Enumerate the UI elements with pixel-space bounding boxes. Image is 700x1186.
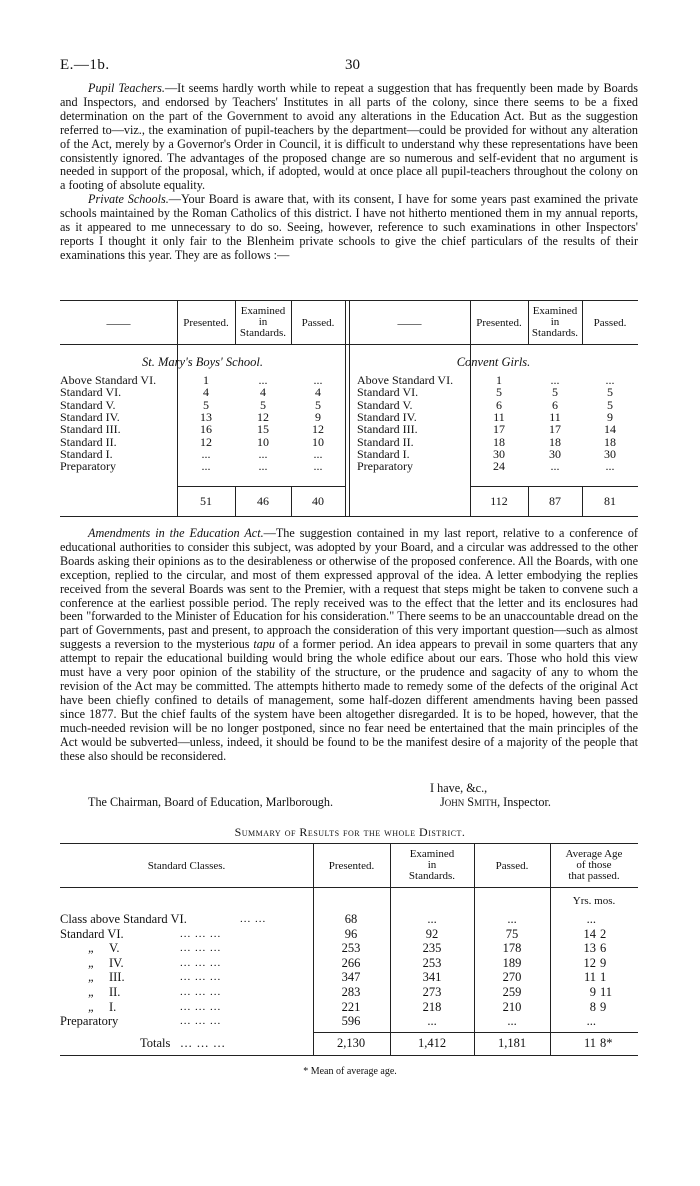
summary-row-passed: 259: [502, 985, 522, 999]
summary-row-label: [88, 971, 125, 983]
summary-row-examined: 235: [422, 941, 442, 956]
st-marys-total-presented: 51: [200, 494, 212, 508]
st-marys-row-presented: 16: [200, 422, 212, 437]
convent-row-passed: 5: [607, 397, 613, 412]
summary-row-label: [60, 913, 187, 925]
amendments-section: [60, 527, 638, 763]
examined-header-line: Examined: [532, 305, 578, 317]
page-number: 30: [345, 57, 360, 73]
rule: [235, 486, 236, 516]
total-examined: 1,412: [417, 1036, 447, 1050]
rule: [177, 486, 345, 487]
examined-header: [235, 306, 291, 339]
summary-row-label: [88, 942, 120, 954]
convent-row-passed: 5: [607, 385, 613, 400]
rule: [60, 887, 638, 888]
intro-section: [60, 82, 638, 263]
examined-header-line: Examined: [240, 305, 286, 317]
convent-row-label: Above Standard VI.: [357, 373, 454, 387]
summary-row-age-years: ...: [586, 912, 596, 926]
convent-row-passed: ...: [605, 373, 615, 387]
summary-row-label-text: Preparatory: [60, 1014, 119, 1029]
st-marys-row-examined: ...: [258, 459, 268, 474]
examined-header: [528, 306, 582, 339]
convent-row-label: Standard IV.: [357, 409, 417, 424]
convent-row-label: Preparatory: [357, 459, 413, 474]
summary-row-age-years: 9: [589, 985, 596, 999]
st-marys-row-passed: 4: [315, 385, 321, 400]
st-marys-row-passed: 12: [312, 422, 324, 437]
summary-row-age-years: 12: [583, 955, 596, 970]
summary-row-age-years: 14: [583, 926, 596, 941]
convent-row-label: Standard I.: [357, 446, 410, 461]
ditto-mark: „: [88, 970, 95, 985]
summary-row-age-years: ...: [586, 1014, 596, 1029]
rule: [582, 486, 583, 516]
rule: [177, 300, 178, 516]
convent-total-presented: 112: [490, 494, 508, 508]
st-marys-row-label: Standard III.: [60, 422, 121, 437]
examined-header-line: in: [427, 859, 437, 871]
leader-dots: ... ... ...: [180, 1000, 222, 1013]
convent-row-presented: 18: [493, 434, 505, 449]
convent-row-presented: 11: [493, 409, 505, 424]
age-header-line: Average Age: [565, 848, 623, 860]
st-marys-row-presented: 4: [203, 385, 209, 400]
summary-row-label-text: Class above Standard VI.: [60, 912, 187, 926]
convent-row-examined: 11: [549, 409, 561, 424]
examined-header-line: Examined: [409, 848, 455, 860]
age-units: Yrs. mos.: [572, 895, 616, 907]
summary-row-label-text: V.: [108, 941, 120, 956]
summary-row-passed: 75: [505, 926, 519, 941]
leader-dots: ... ... ...: [180, 986, 222, 998]
leader-dots: ... ...: [240, 913, 267, 925]
summary-row-passed: 178: [502, 941, 522, 956]
st-marys-row-label: Preparatory: [60, 459, 116, 474]
footnote: * Mean of average age.: [303, 1066, 397, 1077]
convent-row-presented: 1: [496, 373, 502, 387]
summary-row-presented: 596: [341, 1014, 361, 1029]
summary-row-label-text: Standard VI.: [60, 926, 124, 941]
presented-header: Presented.: [476, 317, 522, 329]
leader-dots: ... ... ...: [180, 927, 222, 940]
summary-row-age-months: 1: [600, 970, 607, 985]
rule: [528, 486, 529, 516]
convent-total-passed: 81: [604, 494, 616, 508]
pupil-teachers-heading: Pupil Teachers.: [88, 81, 165, 95]
st-marys-row-presented: 1: [203, 373, 209, 387]
summary-row-age-years: 8: [589, 999, 596, 1014]
leader-dots: ... ... ...: [180, 1015, 222, 1028]
private-schools-text: —Your Board is aware that, with its consent, I have for some years past examined the private schools maintained by the Roman Catholics of this district. I have not hitherto mentioned them in my annual reports, as it appeared to me unnecessary to do so. Seeing, however, reference to such examinations in other Inspectors' reports I thought it only fair to the Blenheim private schools to give the chief particulars of the results of their examinations this year. They are as follows :—: [60, 192, 638, 262]
st-marys-row-label: Standard IV.: [60, 409, 120, 424]
presented-header: Presented.: [183, 317, 229, 329]
summary-title: Summary of Results for the whole District.: [234, 825, 466, 839]
convent-row-examined: 30: [549, 446, 561, 461]
convent-row-examined: 18: [549, 434, 561, 449]
convent-total-examined: 87: [549, 494, 561, 508]
summary-row-label: [60, 928, 124, 940]
convent-row-label: Standard V.: [357, 397, 413, 412]
summary-row-examined: 253: [422, 955, 442, 970]
totals-label: [140, 1037, 226, 1049]
st-marys-row-label: Standard II.: [60, 434, 117, 449]
passed-header: Passed.: [495, 860, 529, 872]
st-marys-row-presented: 5: [203, 397, 209, 412]
convent-row-presented: 17: [493, 422, 505, 437]
total-age-years: 11: [583, 1036, 596, 1050]
rule: [60, 516, 638, 517]
signature: [440, 795, 551, 810]
pupil-teachers-text: —It seems hardly worth while to repeat a suggestion that has frequently been made by Boards and Inspectors, and endorsed by Teachers' Institutes in all parts of the colony, since there seems to be a fixed determination on the part of the Government to avoid any alterations in the Education Act. But as the suggestion referred to—viz., the examination of pupil-teachers by the department—could be provided for without any alteration of the Act, merely by a Governor's Order in Council, it is difficult to understand why these representations have been consistently ignored. The advantages of the proposed change are so numerous and self-evident that no argument is needed in support of the proposal, which, if adopted, would at once place all pupil-teachers throughout the colony on a footing of absolute equality.: [60, 81, 638, 193]
st-marys-row-label: Above Standard VI.: [60, 373, 157, 387]
summary-row-label-text: II.: [108, 985, 121, 999]
summary-row-label-text: III.: [108, 970, 125, 985]
convent-row-passed: 18: [604, 434, 616, 449]
summary-row-presented: 68: [344, 912, 358, 926]
convent-row-label: Standard VI.: [357, 385, 419, 400]
school-name-convent: Convent Girls.: [456, 355, 531, 369]
summary-row-examined: 273: [422, 985, 442, 999]
age-header-line: that passed.: [568, 870, 620, 882]
examined-header-line: Standards.: [531, 327, 579, 339]
ditto-mark: „: [88, 955, 95, 970]
convent-row-label: Standard III.: [357, 422, 418, 437]
passed-header: Passed.: [593, 317, 627, 329]
summary-row-presented: 283: [341, 985, 361, 999]
st-marys-row-examined: 15: [257, 422, 269, 437]
st-marys-row-label: Standard I.: [60, 446, 113, 461]
summary-row-age-months: 9: [600, 999, 607, 1014]
total-presented: 2,130: [336, 1036, 366, 1050]
summary-row-label: [88, 957, 124, 969]
convent-row-examined: ...: [550, 459, 560, 474]
st-marys-row-passed: 10: [312, 434, 324, 449]
rule: [470, 486, 638, 487]
summary-row-passed: 210: [502, 999, 522, 1014]
st-marys-total-examined: 46: [257, 494, 269, 508]
summary-row-label: [88, 1001, 116, 1013]
examined-header-line: Standards.: [239, 327, 287, 339]
convent-row-presented: 5: [496, 385, 502, 400]
blank-header: ——: [106, 316, 131, 330]
total-passed: 1,181: [497, 1036, 527, 1050]
st-marys-row-passed: ...: [313, 459, 323, 474]
summary-row-examined: ...: [427, 912, 437, 926]
rule: [291, 486, 292, 516]
summary-row-age-months: 9: [600, 955, 607, 970]
totals-label-text: Totals: [140, 1036, 171, 1050]
ditto-mark: „: [88, 985, 95, 999]
rule: [313, 843, 314, 1055]
st-marys-row-passed: ...: [313, 373, 323, 387]
private-schools-paragraph: [60, 193, 638, 263]
convent-row-passed: ...: [605, 459, 615, 474]
examined-header-line: Standards.: [408, 870, 456, 882]
signature-name: John Smith: [440, 795, 498, 809]
convent-row-examined: 17: [549, 422, 561, 437]
signature-title: , Inspector.: [497, 795, 551, 809]
summary-row-age-months: 6: [600, 941, 607, 956]
summary-row-passed: ...: [507, 912, 517, 926]
st-marys-row-label: Standard VI.: [60, 385, 122, 400]
amendments-text-continued: of a former period. An idea appears to prevail in some quarters that any attempt to repair the educational building would bring the whole edifice about our ears. Those who hold this view must have a very poor opinion of the stability of the structure, or the prudence and sagacity of any to whom the revision of the Act may be committed. The attempts hitherto made to remedy some of the defects of the original Act have been chiefly confined to details of management, some half-dozen different amendments having been passed since 1877. But the chief faults of the system have been altogether disregarded. It is to be hoped, however, that the much-needed revision will be no longer postponed, since no fear need be entertained that the main principles of the Act would be subverted—unless, indeed, it should be found to be the manifest desire of a majority of the people that these also should be reconsidered.: [60, 637, 638, 763]
st-marys-row-presented: 13: [200, 409, 212, 424]
summary-row-presented: 266: [341, 955, 361, 970]
st-marys-row-passed: 5: [315, 397, 321, 412]
st-marys-row-examined: 4: [260, 385, 266, 400]
leader-dots: ... ... ...: [180, 1036, 226, 1050]
st-marys-total-passed: 40: [312, 494, 324, 508]
summary-row-examined: 341: [422, 970, 442, 985]
convent-row-passed: 14: [604, 422, 616, 437]
private-schools-table: [60, 300, 638, 520]
summary-row-presented: 221: [341, 999, 361, 1014]
document-code: E.—1b.: [60, 57, 110, 73]
total-age-months: 8*: [600, 1036, 613, 1050]
rule: [470, 300, 471, 516]
summary-row-examined: 218: [422, 999, 442, 1014]
st-marys-row-passed: ...: [313, 446, 323, 461]
standard-classes-header: Standard Classes.: [147, 860, 226, 872]
convent-row-presented: 24: [493, 459, 505, 474]
summary-row-age-months: 11: [600, 985, 613, 999]
rule: [60, 1055, 638, 1056]
convent-row-examined: ...: [550, 373, 560, 387]
convent-row-examined: 5: [552, 385, 558, 400]
rule: [349, 300, 350, 516]
st-marys-row-presented: ...: [201, 459, 211, 474]
private-schools-heading: Private Schools.: [88, 192, 169, 207]
convent-row-presented: 6: [496, 397, 502, 412]
leader-dots: ... ... ...: [180, 942, 222, 955]
age-header-line: of those: [576, 859, 612, 871]
amendments-heading: Amendments in the Education Act.: [88, 526, 264, 540]
pupil-teachers-paragraph: [60, 82, 638, 193]
addressee: The Chairman, Board of Education, Marlborough.: [88, 795, 334, 809]
presented-header: Presented.: [328, 860, 375, 872]
convent-row-presented: 30: [493, 446, 505, 461]
convent-row-examined: 6: [552, 397, 558, 412]
rule: [474, 843, 475, 1055]
ditto-mark: „: [88, 999, 95, 1014]
st-marys-row-presented: ...: [201, 446, 211, 461]
leader-dots: ... ... ...: [180, 956, 222, 969]
st-marys-row-label: Standard V.: [60, 397, 116, 412]
summary-row-age-years: 13: [583, 941, 596, 956]
st-marys-row-examined: ...: [258, 446, 268, 461]
summary-row-label: [88, 986, 120, 998]
summary-row-age-years: 11: [583, 970, 596, 985]
summary-row-presented: 253: [341, 941, 361, 956]
summary-row-presented: 347: [341, 970, 361, 985]
summary-row-passed: ...: [507, 1014, 517, 1029]
examined-header: [390, 849, 474, 882]
st-marys-row-examined: ...: [258, 373, 268, 387]
tapu-word: tapu: [253, 637, 276, 652]
summary-row-age-months: 2: [600, 926, 607, 941]
rule: [313, 1032, 638, 1033]
convent-row-label: Standard II.: [357, 434, 414, 449]
summary-row-passed: 189: [502, 955, 522, 970]
amendments-text: —The suggestion contained in my last report, relative to a conference of educational authorities to consider this subject, was adopted by your Board, and a circular was addressed to the other Boards asking their opinions as to the desirableness or otherwise of the proposed conference. All the Boards, with one exception, replied to the circular, and most of them expressed approval of the idea. A letter embodying the replies received from the several Boards was sent to the Premier, with a request that steps might be taken to convene such a conference at the earliest possible period. The reply received was to the effect that the letter and its enclosures had been "forwarded to the Minister of Education for his consideration." There seems to be an unaccountable dread on the part of Governments, past and present, to approach the consideration of this very important question—such as almost suggests a reversion to the mysterious: [60, 526, 638, 652]
summary-row-label-text: IV.: [108, 955, 124, 970]
summary-row-label-text: I.: [108, 999, 117, 1014]
st-marys-row-passed: 9: [315, 409, 321, 424]
leader-dots: ... ... ...: [180, 971, 222, 984]
summary-row-examined: ...: [427, 1014, 437, 1029]
examined-header-line: in: [258, 316, 268, 328]
st-marys-row-presented: 12: [200, 434, 212, 449]
summary-table: [60, 843, 638, 1058]
convent-row-passed: 9: [607, 409, 613, 424]
ditto-mark: „: [88, 941, 95, 956]
summary-row-presented: 96: [344, 926, 358, 941]
st-marys-row-examined: 5: [260, 397, 266, 412]
examined-header-line: in: [550, 316, 560, 328]
amendments-paragraph: [60, 527, 638, 763]
school-name-st-marys: St. Mary's Boys' School.: [142, 355, 263, 369]
blank-header: ——: [397, 316, 422, 330]
st-marys-row-examined: 10: [257, 434, 269, 449]
closing-line: I have, &c.,: [430, 781, 488, 795]
average-age-header: [550, 849, 638, 882]
summary-row-passed: 270: [502, 970, 522, 985]
summary-row-label: [60, 1015, 118, 1027]
passed-header: Passed.: [301, 317, 335, 329]
rule: [345, 300, 346, 516]
rule: [60, 843, 638, 844]
st-marys-row-examined: 12: [257, 409, 269, 424]
convent-row-passed: 30: [604, 446, 616, 461]
summary-row-examined: 92: [425, 926, 439, 941]
